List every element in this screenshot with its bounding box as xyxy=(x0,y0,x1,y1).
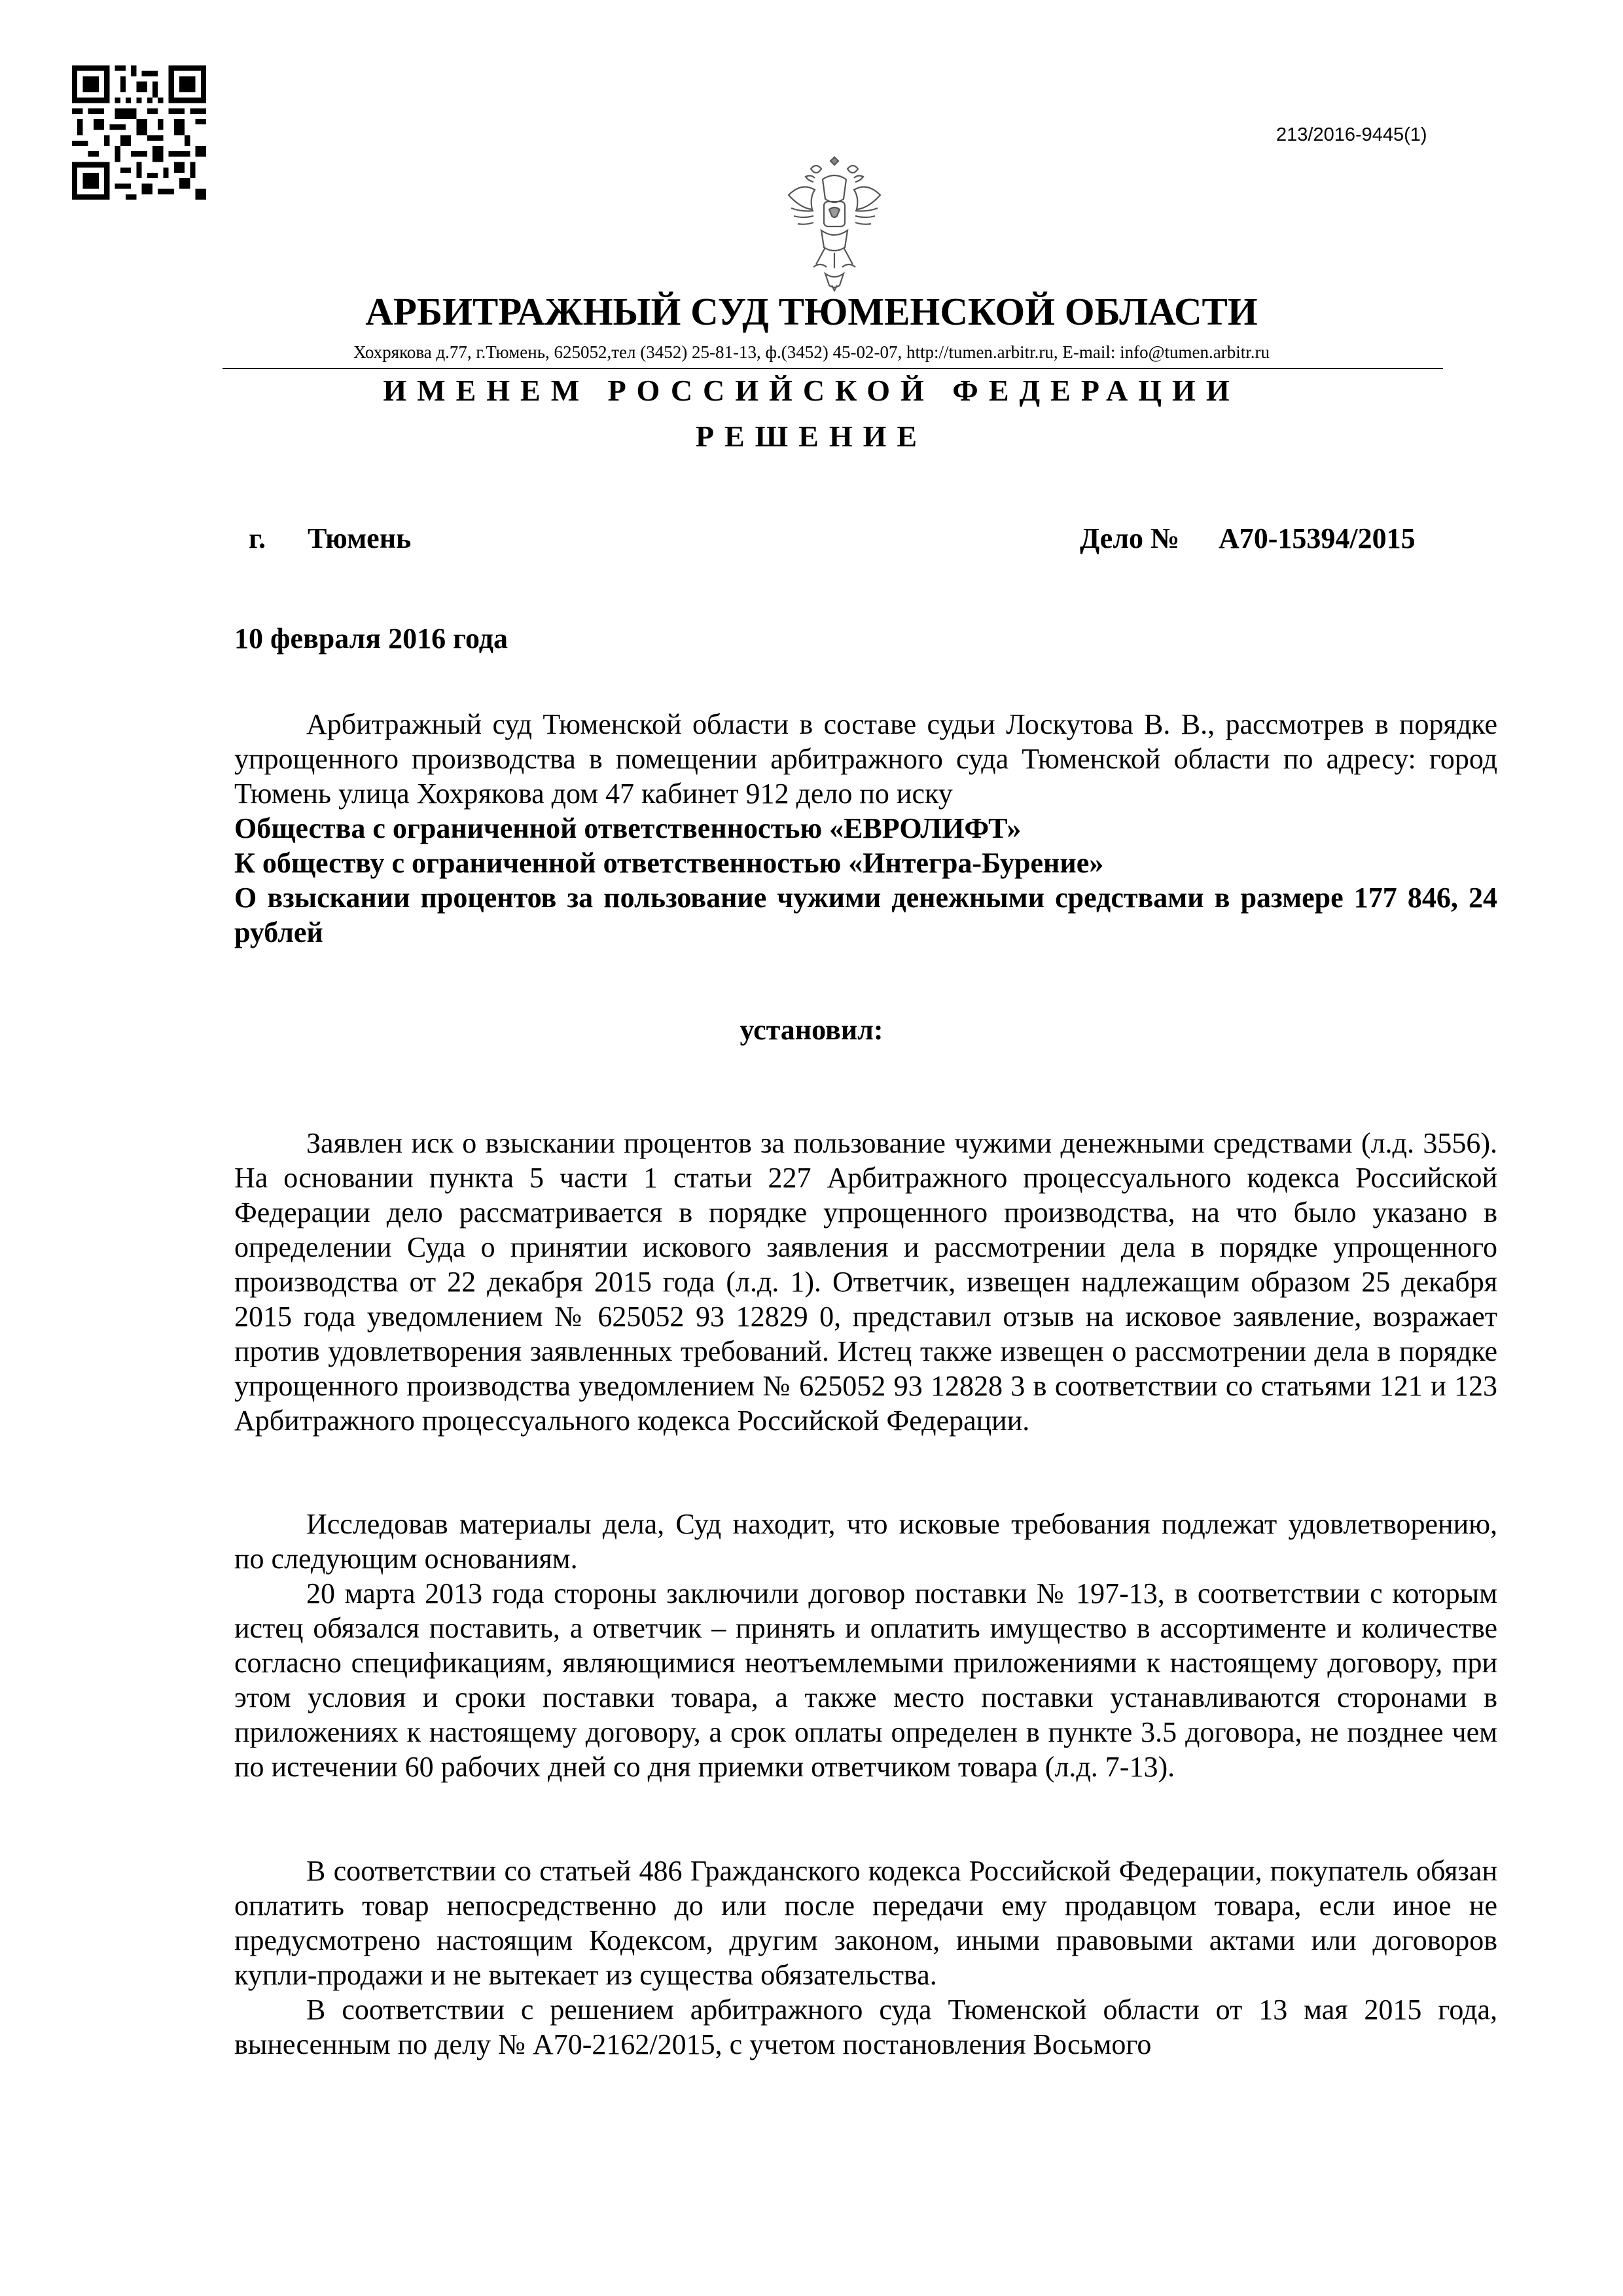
decision-date: 10 февраля 2016 года xyxy=(234,622,508,655)
body-paragraph-1: Заявлен иск о взыскании процентов за пользование чужими денежными средствами (л.д. 3556). На основании пункта 5 части 1 статьи 227 Арбитражного процессуального кодекса Российской Федерации дело рассматривается в порядке упрощенного производства, на что было указано в определении Суда о принятии искового заявления и рассмотрении дела в порядке упрощенного производства от 22 декабря 2015 года (л.д. 1). Ответчик, извещен надлежащим образом 25 декабря 2015 года уведомлением № 625052 93 12829 0, представил отзыв на исковое заявление, возражает против удовлетворения заявленных требований. Истец также извещен о рассмотрении дела в порядке упрощенного производства уведомлением № 625052 93 12828 3 в соответствии со статьями 121 и 123 Арбитражного процессуального кодекса Российской Федерации. xyxy=(234,1127,1497,1437)
claim-subject: О взыскании процентов за пользование чужими денежными средствами в размере 177 846, 24 рублей xyxy=(234,882,1497,948)
case-number: А70-15394/2015 xyxy=(1219,522,1416,554)
city-prefix: г. xyxy=(249,522,266,554)
plaintiff-line: Общества с ограниченной ответственностью «ЕВРОЛИФТ» xyxy=(234,812,1022,844)
established-heading: установил: xyxy=(740,1014,883,1046)
in-the-name-heading: ИМЕНЕМ РОССИЙСКОЙ ФЕДЕРАЦИИ xyxy=(383,374,1240,407)
intro-paragraph: Арбитражный суд Тюменской области в составе судьи Лоскутова В. В., рассмотрев в порядке упрощенного производства в помещении арбитражного суда Тюменской области по адресу: город Тюмень улица Хохрякова дом 47 кабинет 912 дело по иску xyxy=(234,708,1497,810)
header-divider xyxy=(223,368,1443,369)
coat-of-arms-icon xyxy=(782,149,887,293)
case-label: Дело № xyxy=(1080,522,1180,554)
body-paragraph-2: Исследовав материалы дела, Суд находит, что исковые требования подлежат удовлетворению, по следующим основаниям. xyxy=(234,1508,1497,1575)
body-paragraph-3: 20 марта 2013 года стороны заключили договор поставки № 197-13, в соответствии с которым истец обязался поставить, а ответчик – принять и оплатить имущество в ассортименте и количестве согласно спецификациям, являющимися неотъемлемыми приложениями к настоящему договору, при этом условия и сроки поставки товара, а также место поставки устанавливаются сторонами в приложениях к настоящему договору, а срок оплаты определен в пункте 3.5 договора, не позднее чем по истечении 60 рабочих дней со дня приемки ответчиком товара (л.д. 7-13). xyxy=(234,1577,1497,1783)
qr-code-icon xyxy=(72,65,206,200)
court-contacts: Хохрякова д.77, г.Тюмень, 625052,тел (3452) 25-81-13, ф.(3452) 45-02-07, http://tumen.arbitr.ru, E-mail: info@tumen.arbitr.ru xyxy=(353,342,1270,362)
document-id: 213/2016-9445(1) xyxy=(1276,124,1427,145)
decision-heading: РЕШЕНИЕ xyxy=(695,420,928,453)
body-paragraph-4: В соответствии со статьей 486 Гражданского кодекса Российской Федерации, покупатель обязан оплатить товар непосредственно до или после передачи ему продавцом товара, если иное не предусмотрено настоящим Кодексом, другим законом, иными правовыми актами или договоров купли-продажи и не вытекает из существа обязательства. xyxy=(234,1855,1497,1991)
defendant-line: К обществу с ограниченной ответственностью «Интегра-Бурение» xyxy=(234,847,1104,879)
body-paragraph-5: В соответствии с решением арбитражного суда Тюменской области от 13 мая 2015 года, вынесенным по делу № А70-2162/2015, с учетом постановления Восьмого xyxy=(234,1994,1497,2060)
court-name: АРБИТРАЖНЫЙ СУД ТЮМЕНСКОЙ ОБЛАСТИ xyxy=(365,290,1258,333)
city-name: Тюмень xyxy=(308,522,412,554)
